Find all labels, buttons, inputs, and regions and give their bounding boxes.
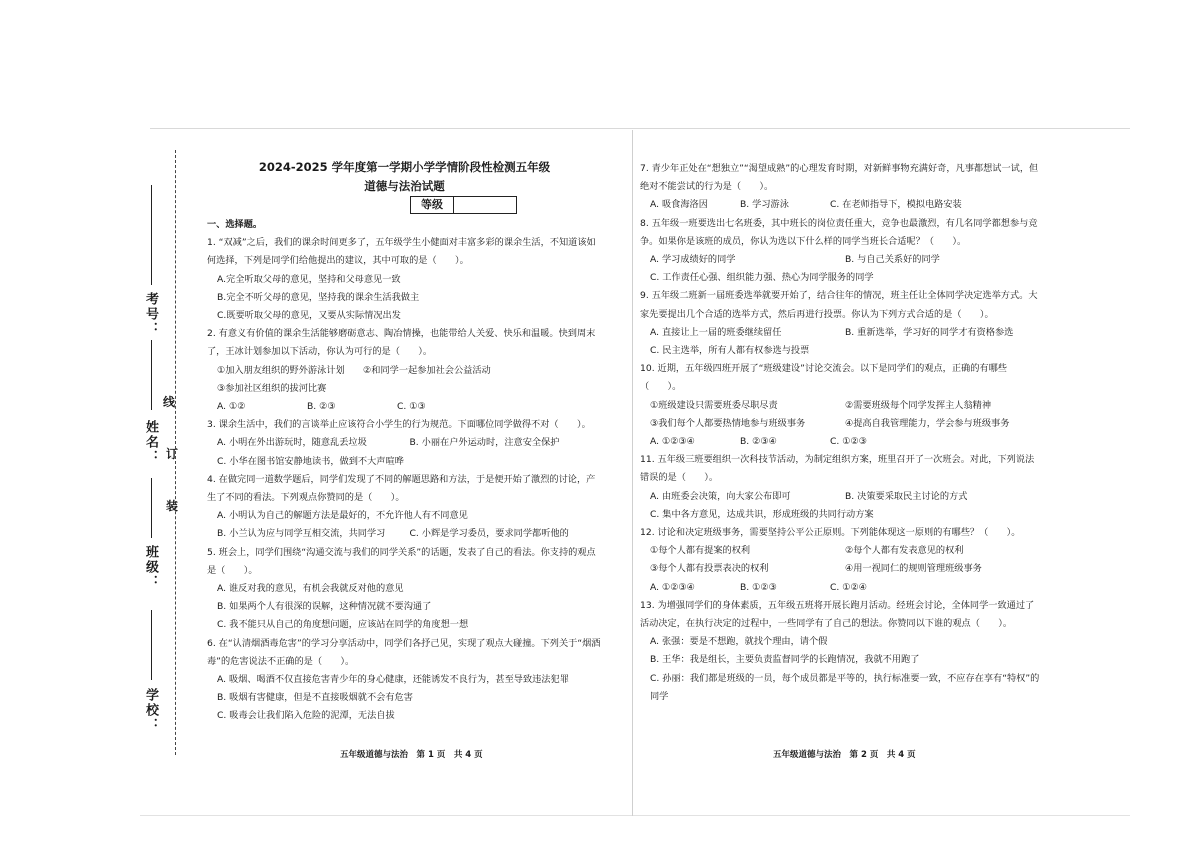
question-text: 9. 五年级二班新一届班委选举就要开始了，结合往年的情况，班主任让全体同学决定选举方式。大家先要提出几个合适的选举方式，然后再进行投票。你认为下列方式合适的是（ ）。 bbox=[640, 290, 1038, 320]
option-item[interactable]: C. 孙丽：我们都是班级的一员，每个成员都是平等的，执行标准要一致，不应存在享有“特权”的同学 bbox=[650, 672, 1040, 702]
option-item[interactable]: A. 张强：要是不想跑，就找个理由，请个假 bbox=[650, 636, 828, 648]
exam-title: 2024-2025 学年度第一学期小学学情阶段性检测五年级 bbox=[258, 160, 551, 174]
question-text: 3. 课余生活中，我们的言谈举止应该符合小学生的行为规范。下面哪位同学做得不对（ ）。 bbox=[207, 419, 591, 431]
question-block bbox=[640, 215, 1040, 288]
xuexiao-blank bbox=[151, 610, 152, 680]
binding-ding: 订 bbox=[166, 447, 179, 461]
question-block bbox=[207, 234, 602, 325]
option-item[interactable]: ④用一视同仁的规则管理班级事务 bbox=[845, 563, 982, 575]
option-item[interactable]: C. 工作责任心强、组织能力强、热心为同学服务的同学 bbox=[650, 272, 874, 284]
option-item[interactable]: A. ①②③④ bbox=[650, 581, 695, 593]
option-item[interactable]: A. 由班委会决策，向大家公布即可 bbox=[650, 490, 791, 502]
option-item[interactable]: A. ①② bbox=[217, 401, 246, 413]
option-row bbox=[640, 560, 1040, 578]
option-row bbox=[640, 324, 1040, 342]
banji-label: 班级： bbox=[143, 545, 158, 590]
grade-row bbox=[207, 196, 517, 214]
option-item[interactable]: C.既要听取父母的意见，又要从实际情况出发 bbox=[217, 310, 401, 322]
option-row bbox=[207, 525, 602, 543]
option-item[interactable]: ③每个人都有投票表决的权利 bbox=[650, 563, 769, 575]
question-text: 12. 讨论和决定班级事务，需要坚持公平公正原则。下列能体现这一原则的有哪些？（ ）。 bbox=[640, 527, 1021, 539]
exam-subtitle: 道德与法治试题 bbox=[364, 179, 445, 193]
option-item[interactable]: C. 在老师指导下，模拟电路安装 bbox=[830, 199, 962, 211]
option-item[interactable]: B. ②③ bbox=[307, 401, 336, 413]
option-item[interactable]: B. 吸烟有害健康，但是不直接吸烟就不会有危害 bbox=[217, 692, 413, 704]
option-item[interactable]: B. 如果两个人有很深的误解，这种情况就不要沟通了 bbox=[217, 601, 432, 613]
option-item[interactable]: B. 小丽在户外运动时，注意安全保护 bbox=[409, 437, 560, 449]
option-item[interactable]: ②需要班级每个同学发挥主人翁精神 bbox=[845, 399, 992, 411]
option-item[interactable]: ①每个人都有提案的权利 bbox=[650, 545, 751, 557]
option-row bbox=[640, 415, 1040, 433]
question-text: 2. 有意义有价值的课余生活能够磨砺意志、陶冶情操，也能带给人关爱、快乐和温暖。快到周末了，王冰计划参加以下活动，你认为可行的是（ ）。 bbox=[207, 328, 596, 358]
grade-box bbox=[410, 196, 517, 214]
question-block bbox=[640, 360, 1040, 451]
grade-value-field[interactable] bbox=[454, 197, 516, 213]
option-item[interactable]: ③参加社区组织的拔河比赛 bbox=[217, 382, 327, 394]
question-block bbox=[640, 287, 1040, 360]
question-block bbox=[207, 544, 602, 635]
banji-blank bbox=[151, 478, 152, 538]
footer-right: 五年级道德与法治 第 2 页 共 4 页 bbox=[773, 750, 916, 760]
kaohao-blank bbox=[151, 185, 152, 285]
option-row bbox=[207, 434, 602, 452]
xingming-label: 姓名： bbox=[143, 420, 158, 465]
question-text: 10. 近期，五年级四班开展了“班级建设”讨论交流会。以下是同学们的观点，正确的有哪些（ ）。 bbox=[640, 363, 1007, 393]
option-item[interactable]: C. 我不能只从自己的角度想问题，应该站在同学的角度想一想 bbox=[217, 619, 469, 631]
question-block bbox=[207, 471, 602, 544]
page-fold bbox=[632, 130, 633, 816]
option-item[interactable]: ②每个人都有发表意见的权利 bbox=[845, 545, 964, 557]
page-edge-bottom bbox=[140, 815, 1130, 816]
binding-xian: 线 bbox=[163, 395, 176, 409]
option-item[interactable]: A. 吸食海洛因 bbox=[650, 199, 708, 211]
question-text: 1. “双减”之后，我们的课余时间更多了，五年级学生小健面对丰富多彩的课余生活，不知道该如何选择，下列是同学们给他提出的建议，其中可取的是（ ）。 bbox=[207, 237, 596, 267]
option-item[interactable]: B. 小兰认为应与同学互相交流，共同学习 bbox=[217, 528, 386, 540]
option-item[interactable]: C. 民主选举，所有人都有权参选与投票 bbox=[650, 345, 810, 357]
option-item[interactable]: C. 小华在图书馆安静地读书，做到不大声喧哗 bbox=[217, 455, 404, 467]
option-row bbox=[207, 398, 602, 416]
question-block bbox=[207, 416, 602, 471]
option-item[interactable]: A. 小明在外出游玩时，随意乱丢垃圾 bbox=[217, 437, 367, 449]
question-text: 6. 在“认清烟酒毒危害”的学习分享活动中，同学们各抒己见，实现了观点大碰撞。下列关于“烟酒毒”的危害说法不正确的是（ ）。 bbox=[207, 637, 601, 667]
grade-label: 等级 bbox=[411, 197, 454, 213]
option-item[interactable]: C. ①②③ bbox=[830, 436, 867, 448]
left-column bbox=[207, 158, 602, 726]
option-item[interactable]: A. 小明认为自己的解题方法是最好的，不允许他人有不同意见 bbox=[217, 510, 468, 522]
option-item[interactable]: B. ①②③ bbox=[740, 581, 777, 593]
option-item[interactable]: B. 王华：我是组长，主要负责监督同学的长跑情况，我就不用跑了 bbox=[650, 654, 920, 666]
option-item[interactable]: C. ①②④ bbox=[830, 581, 867, 593]
option-item[interactable]: C. 小辉是学习委员，要求同学都听他的 bbox=[409, 528, 569, 540]
option-item[interactable]: ①加入朋友组织的野外游泳计划 ②和同学一起参加社会公益活动 bbox=[217, 364, 491, 376]
option-row bbox=[640, 433, 1040, 451]
option-item[interactable]: B. 与自己关系好的同学 bbox=[845, 254, 940, 266]
option-item[interactable]: A.完全听取父母的意见，坚持和父母意见一致 bbox=[217, 273, 401, 285]
option-item[interactable]: B. 重新选举，学习好的同学才有资格参选 bbox=[845, 326, 1014, 338]
question-block bbox=[207, 325, 602, 416]
option-item[interactable]: A. 直接让上一届的班委继续留任 bbox=[650, 326, 782, 338]
question-block bbox=[207, 635, 602, 726]
option-row bbox=[640, 488, 1040, 506]
option-item[interactable]: ①班级建设只需要班委尽职尽责 bbox=[650, 399, 778, 411]
option-item[interactable]: C. ①③ bbox=[397, 401, 426, 413]
option-item[interactable]: ④提高自我管理能力，学会参与班级事务 bbox=[845, 417, 1010, 429]
option-item[interactable]: A. 谁反对我的意见，有机会我就反对他的意见 bbox=[217, 583, 404, 595]
question-text: 8. 五年级一班要选出七名班委，其中班长的岗位责任重大，竞争也最激烈，有几名同学都想参与竞争。如果你是该班的成员，你认为选以下什么样的同学当班长合适呢？（ ）。 bbox=[640, 217, 1038, 247]
question-text: 5. 班会上，同学们围绕“沟通交流与我们的同学关系”的话题，发表了自己的看法。你支持的观点是（ ）。 bbox=[207, 546, 596, 576]
option-row bbox=[640, 579, 1040, 597]
option-item[interactable]: C. 集中各方意见，达成共识，形成班级的共同行动方案 bbox=[650, 508, 874, 520]
question-text: 13. 为增强同学们的身体素质，五年级五班将开展长跑月活动。经班会讨论，全体同学一致通过了活动决定，在执行决定的过程中，一些同学有了自己的想法。你赞同以下谁的观点（ ）。 bbox=[640, 599, 1035, 630]
option-item[interactable]: ③我们每个人都要热情地参与班级事务 bbox=[650, 417, 806, 429]
option-item[interactable]: B. 决策要采取民主讨论的方式 bbox=[845, 490, 968, 502]
option-item[interactable]: A. ①②③④ bbox=[650, 436, 695, 448]
question-text: 11. 五年级三班要组织一次科技节活动，为制定组织方案，班里召开了一次班会。对此，下列说法错误的是（ ）。 bbox=[640, 454, 1035, 484]
right-questions bbox=[640, 160, 1040, 706]
option-item[interactable]: B.完全不听父母的意见，坚持我的课余生活我做主 bbox=[217, 291, 420, 303]
option-item[interactable]: C. 吸毒会让我们陷入危险的泥潭，无法自拔 bbox=[217, 710, 395, 722]
xingming-blank bbox=[151, 340, 152, 410]
option-row bbox=[640, 196, 1040, 214]
question-block bbox=[640, 160, 1040, 215]
xuexiao-label: 学校： bbox=[143, 688, 158, 733]
option-row bbox=[640, 397, 1040, 415]
option-item[interactable]: B. ②③④ bbox=[740, 436, 777, 448]
kaohao-label: 考号： bbox=[143, 292, 158, 337]
question-text: 4. 在做完同一道数学题后，同学们发现了不同的解题思路和方法，于是便开始了激烈的讨论，产生了不同的看法。下列观点你赞同的是（ ）。 bbox=[207, 473, 596, 504]
left-questions bbox=[207, 234, 602, 725]
question-block bbox=[640, 597, 1040, 706]
binding-zhuang: 装 bbox=[166, 499, 179, 513]
question-text: 7. 青少年正处在“想独立”“渴望成熟”的心理发育时期，对新鲜事物充满好奇，凡事都想试一试，但绝对不能尝试的行为是（ ）。 bbox=[640, 163, 1039, 193]
option-row bbox=[640, 542, 1040, 560]
right-column bbox=[640, 160, 1040, 706]
option-item[interactable]: A. 学习成绩好的同学 bbox=[650, 254, 736, 266]
option-item[interactable]: A. 吸烟、喝酒不仅直接危害青少年的身心健康，还能诱发不良行为，甚至导致违法犯罪 bbox=[217, 674, 569, 686]
question-block bbox=[640, 524, 1040, 597]
footer-left: 五年级道德与法治 第 1 页 共 4 页 bbox=[340, 750, 483, 760]
page-edge-top bbox=[150, 128, 1130, 129]
question-block bbox=[640, 451, 1040, 524]
section-heading: 一、选择题。 bbox=[207, 219, 263, 230]
option-row bbox=[640, 251, 1040, 269]
option-item[interactable]: B. 学习游泳 bbox=[740, 199, 789, 211]
